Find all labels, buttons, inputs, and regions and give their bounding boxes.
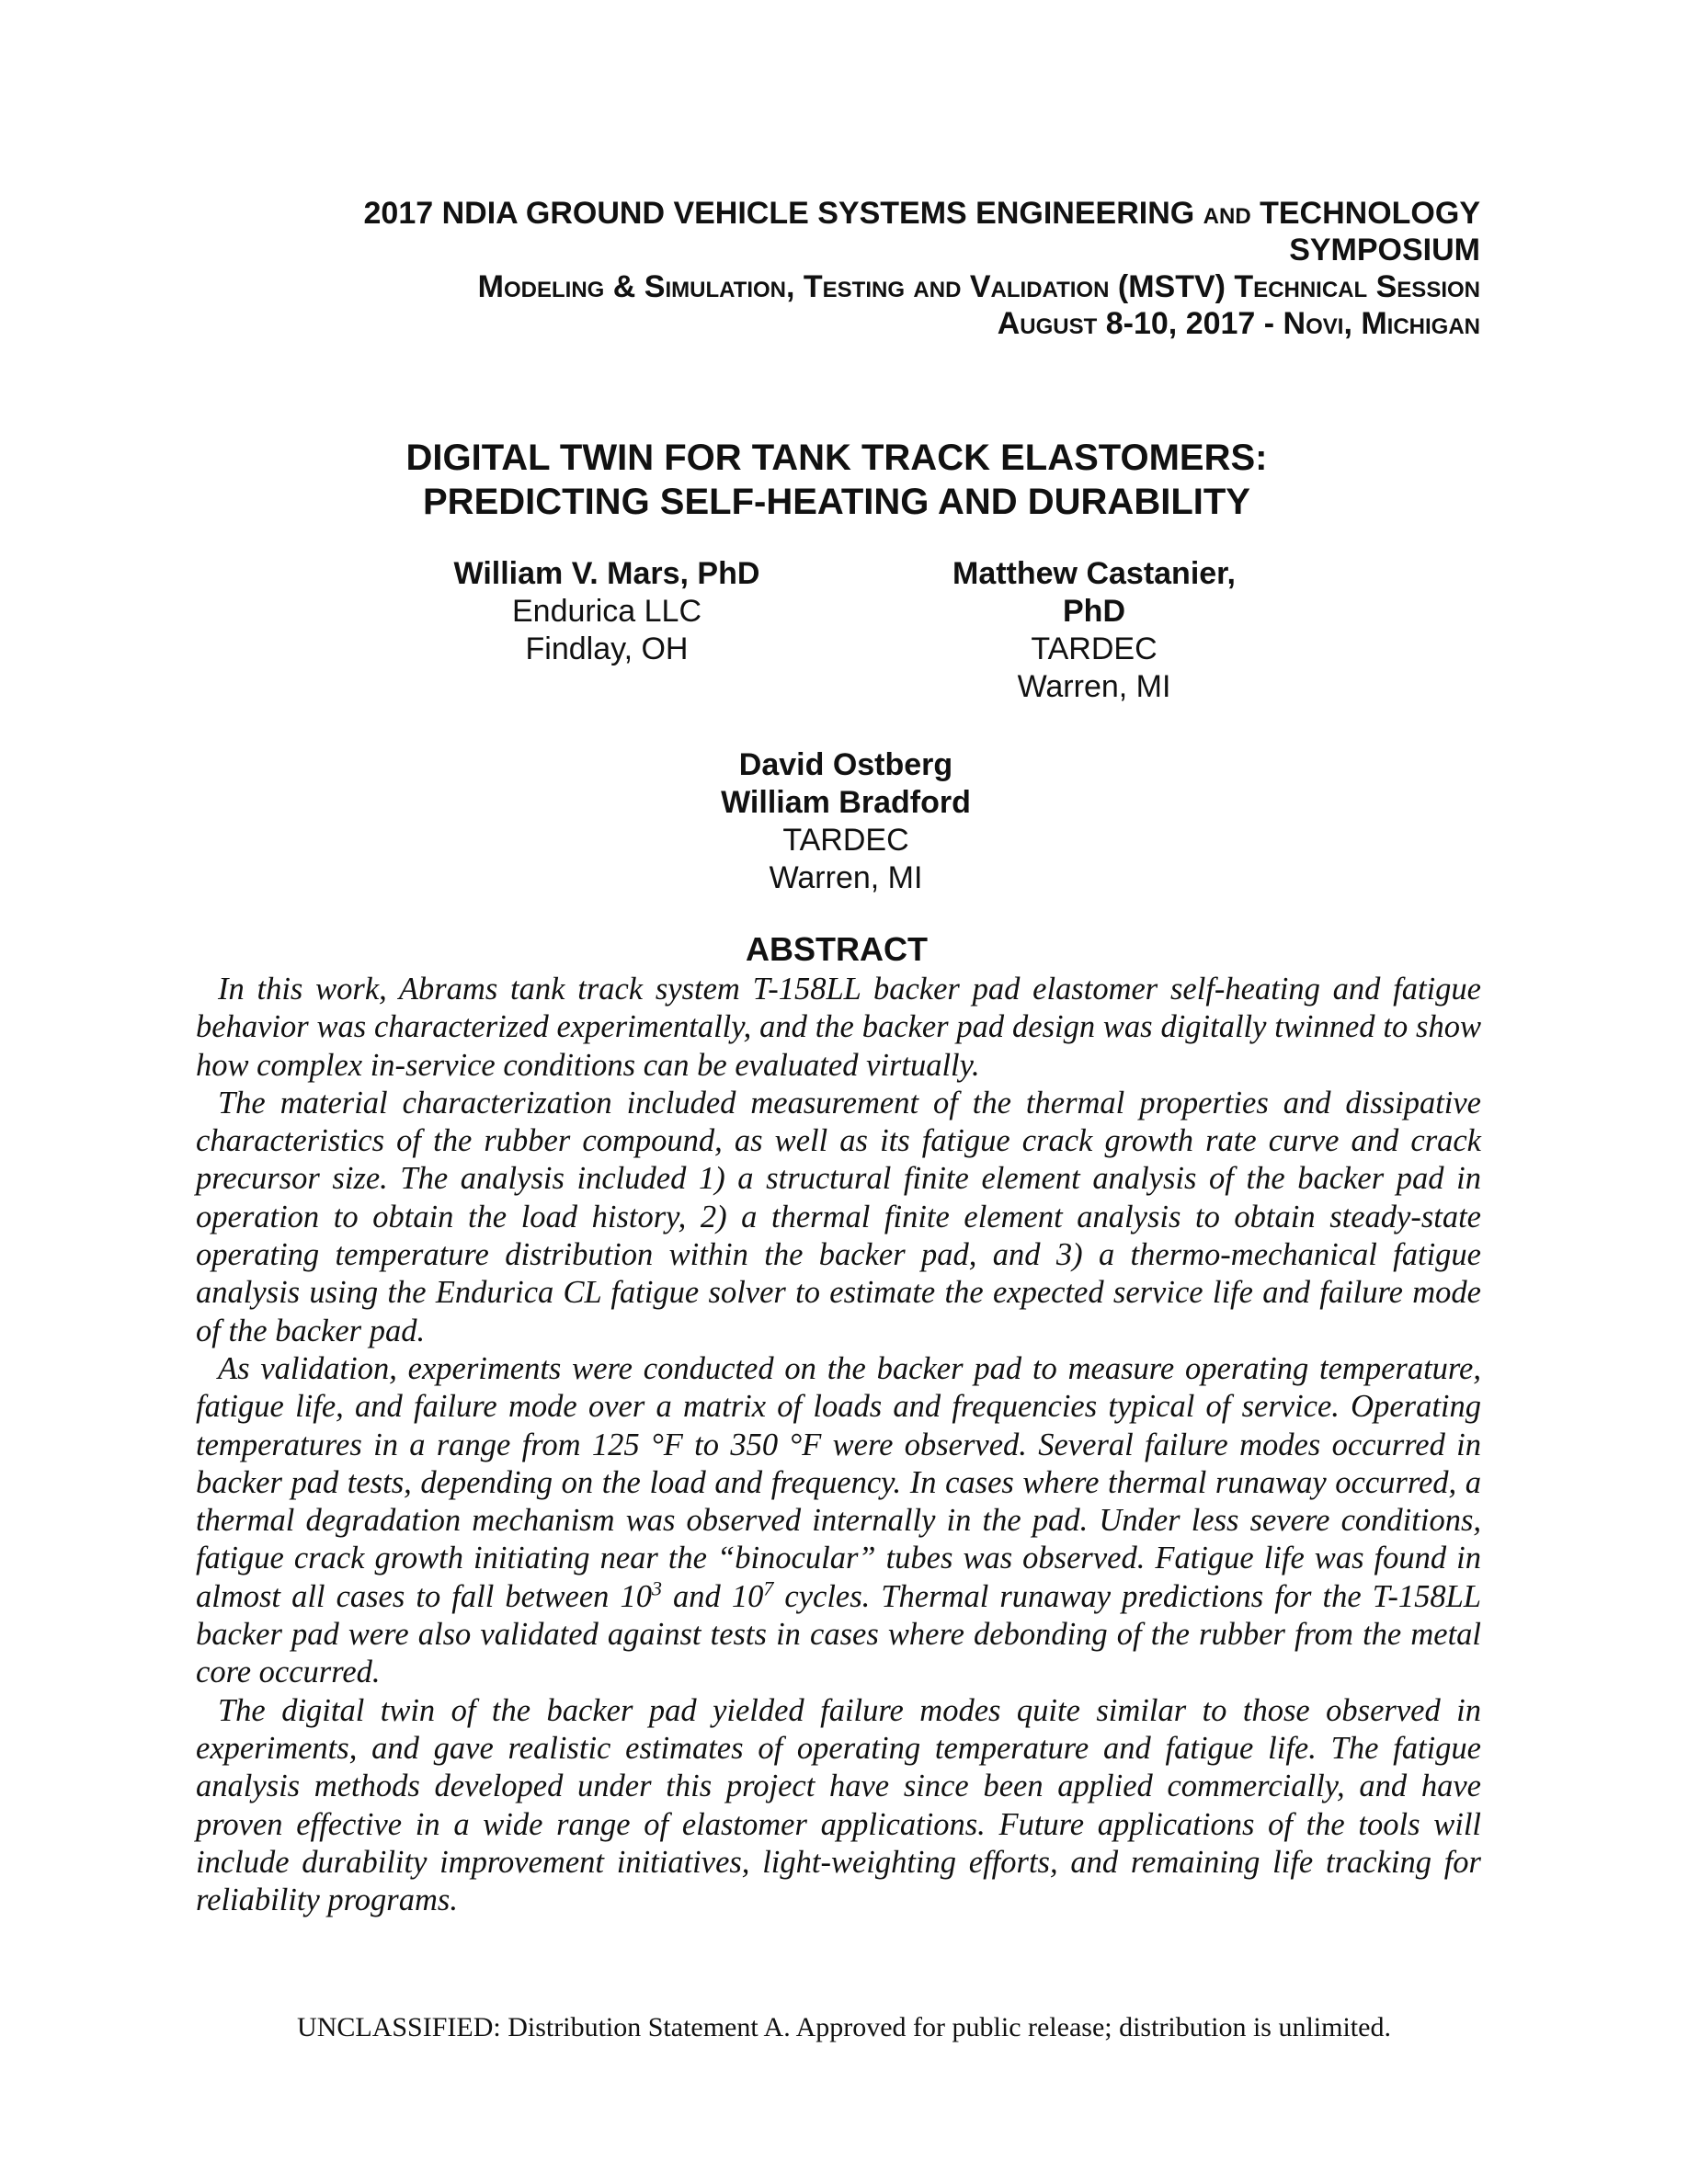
conference-and: and [1203,196,1251,231]
author-block-castanier [929,555,1260,706]
author-name: William V. Mars, PhD [453,556,760,591]
author-affiliation: TARDEC [782,823,909,858]
abstract-text: and 10 [661,1578,764,1614]
abstract-paragraph [196,1350,1481,1692]
author-location: Warren, MI [769,860,923,895]
conference-date-location: August 8-10, 2017 - Novi, Michigan [997,306,1480,341]
author-name: Matthew Castanier, [952,556,1236,591]
conference-header [276,195,1480,342]
session-name: Modeling & Simulation, Testing and Validation (MSTV) Technical Session [477,269,1480,304]
author-location: Warren, MI [1017,669,1171,704]
abstract-paragraph: The material characterization included measurement of the thermal properties and dissipative characteristics of the rubber compound, as well as its fatigue crack growth rate curve and crack precursor size. The analysis included 1) a structural finite element analysis of the backer pad in operation to obtain the load history, 2) a thermal finite element analysis to obtain steady-state operating temperature distribution within the backer pad, and 3) a thermo-mechanical fatigue analysis using the Endurica CL fatigue solver to estimate the expected service life and failure mode of the backer pad. [196,1085,1481,1348]
author-block-mars [405,555,809,668]
paper-title-line2: PREDICTING SELF-HEATING AND DURABILITY [423,482,1250,522]
paper-title [193,436,1480,524]
author-block-ostberg-bradford [634,746,1057,897]
abstract-text: As validation, experiments were conducted on the backer pad to measure operating temperature, fatigue life, and failure mode over a matrix of loads and frequencies typical of service. Operating temperatures in a range from 125 °F to 350 °F were observed. Several failure modes occurred in backer pad tests, depending on the load and frequency. In cases where thermal runaway occurred, a thermal degradation mechanism was observed internally in the pad. Under less severe conditions, fatigue crack growth initiating near the “binocular” tubes was observed. Fatigue life was found in almost all cases to fall between 10 [196,1350,1481,1614]
author-name: David Ostberg [738,747,953,782]
abstract-heading: ABSTRACT [746,930,928,968]
abstract-body [196,971,1481,1919]
author-location: Findlay, OH [525,631,689,666]
abstract-paragraph: The digital twin of the backer pad yielded failure modes quite similar to those observed in experiments, and gave realistic estimates of operating temperature and fatigue life. The fatigue analysis methods developed under this project have since been applied commercially, and have proven effective in a wide range of elastomer applications. Future applications of the tools will include durability improvement initiatives, light-weighting efforts, and remaining life tracking for reliability programs. [196,1692,1481,1918]
conference-title-line1 [276,195,1480,232]
author-name: William Bradford [721,785,971,820]
paper-title-line1: DIGITAL TWIN FOR TANK TRACK ELASTOMERS: [405,438,1268,478]
author-affiliation: TARDEC [1031,631,1158,666]
abstract-paragraph: In this work, Abrams tank track system T-158LL backer pad elastomer self-heating and fatigue behavior was characterized experimentally, and the backer pad design was digitally twinned to show how complex in-service conditions can be evaluated virtually. [196,972,1481,1083]
abstract-text: cycles. Thermal runaway predictions for the T-158LL backer pad were also validated against tests in cases where debonding of the rubber from the metal core occurred. [196,1578,1481,1690]
author-affiliation: Endurica LLC [511,594,701,629]
distribution-statement: UNCLASSIFIED: Distribution Statement A. Approved for public release; distribution is unlimited. [297,2012,1391,2042]
conference-title-line2: SYMPOSIUM [1289,233,1480,267]
conference-name: 2017 NDIA GROUND VEHICLE SYSTEMS ENGINEERING [363,196,1203,231]
author-degree: PhD [1063,594,1125,629]
exponent: 3 [651,1576,662,1600]
conference-name-cont: TECHNOLOGY [1250,196,1480,231]
exponent: 7 [763,1576,774,1600]
